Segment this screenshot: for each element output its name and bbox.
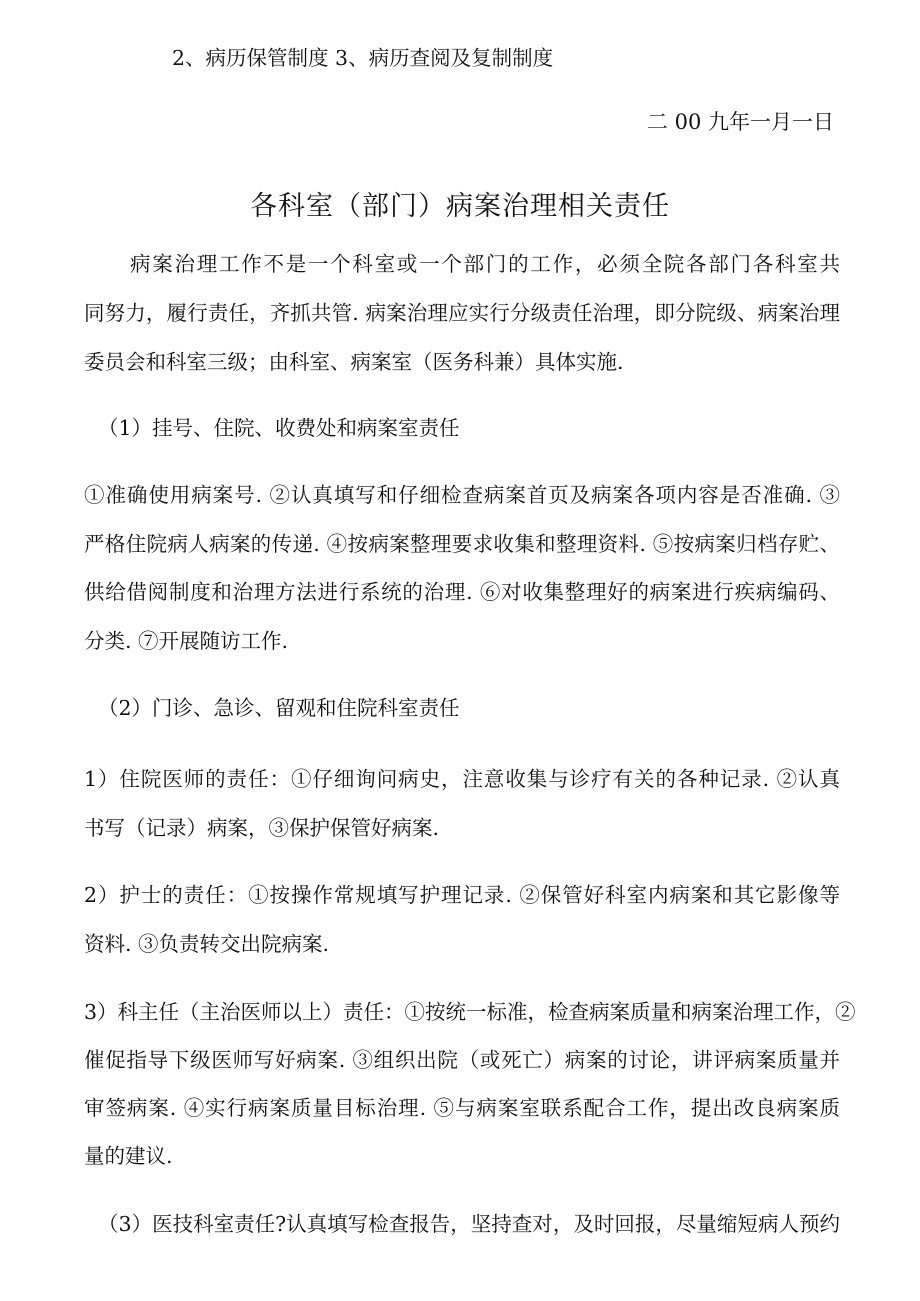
section1-heading: （1）挂号、住院、收费处和病案室责任	[98, 416, 460, 440]
item3-line-1: 3）科主任（主治医师以上）责任：①按统一标准，检查病案质量和病案治理工作，②	[84, 1000, 856, 1024]
document-date: 二 00 九年一月一日	[646, 110, 834, 134]
section3-line-1: （3）医技科室责任?认真填写检查报告，坚持查对，及时回报，尽量缩短病人预约	[98, 1212, 840, 1236]
intro-line-1: 病案治理工作不是一个科室或一个部门的工作，必须全院各部门各科室共	[130, 252, 840, 276]
header-line: 2、病历保管制度 3、病历查阅及复制制度	[172, 46, 554, 70]
item1-line-1: 1）住院医师的责任：①仔细询问病史，注意收集与诊疗有关的各种记录. ②认真	[84, 767, 840, 791]
section1-line-4: 分类. ⑦开展随访工作.	[84, 629, 289, 653]
item2-line-2: 资料. ③负责转交出院病案.	[84, 932, 330, 956]
document-title: 各科室（部门）病案治理相关责任	[250, 191, 670, 222]
section2-heading: （2）门诊、急诊、留观和住院科室责任	[98, 696, 460, 720]
item3-line-3: 审签病案. ④实行病案质量目标治理. ⑤与病案室联系配合工作，提出改良病案质	[84, 1096, 840, 1120]
intro-line-2: 同努力，履行责任，齐抓共管. 病案治理应实行分级责任治理，即分院级、病案治理	[84, 301, 840, 325]
item2-line-1: 2）护士的责任：①按操作常规填写护理记录. ②保管好科室内病案和其它影像等	[84, 883, 840, 907]
section1-line-1: ①准确使用病案号. ②认真填写和仔细检查病案首页及病案各项内容是否准确. ③	[84, 483, 840, 507]
item3-line-4: 量的建议.	[84, 1144, 173, 1168]
item1-line-2: 书写（记录）病案，③保护保管好病案.	[84, 816, 440, 840]
item3-line-2: 催促指导下级医师写好病案. ③组织出院（或死亡）病案的讨论，讲评病案质量并	[84, 1048, 840, 1072]
section1-line-3: 供给借阅制度和治理方法进行系统的治理. ⑥对收集整理好的病案进行疾病编码、	[84, 580, 840, 604]
section1-line-2: 严格住院病人病案的传递. ④按病案整理要求收集和整理资料. ⑤按病案归档存贮、	[84, 532, 840, 556]
intro-line-3: 委员会和科室三级；由科室、病案室（医务科兼）具体实施.	[84, 350, 624, 374]
